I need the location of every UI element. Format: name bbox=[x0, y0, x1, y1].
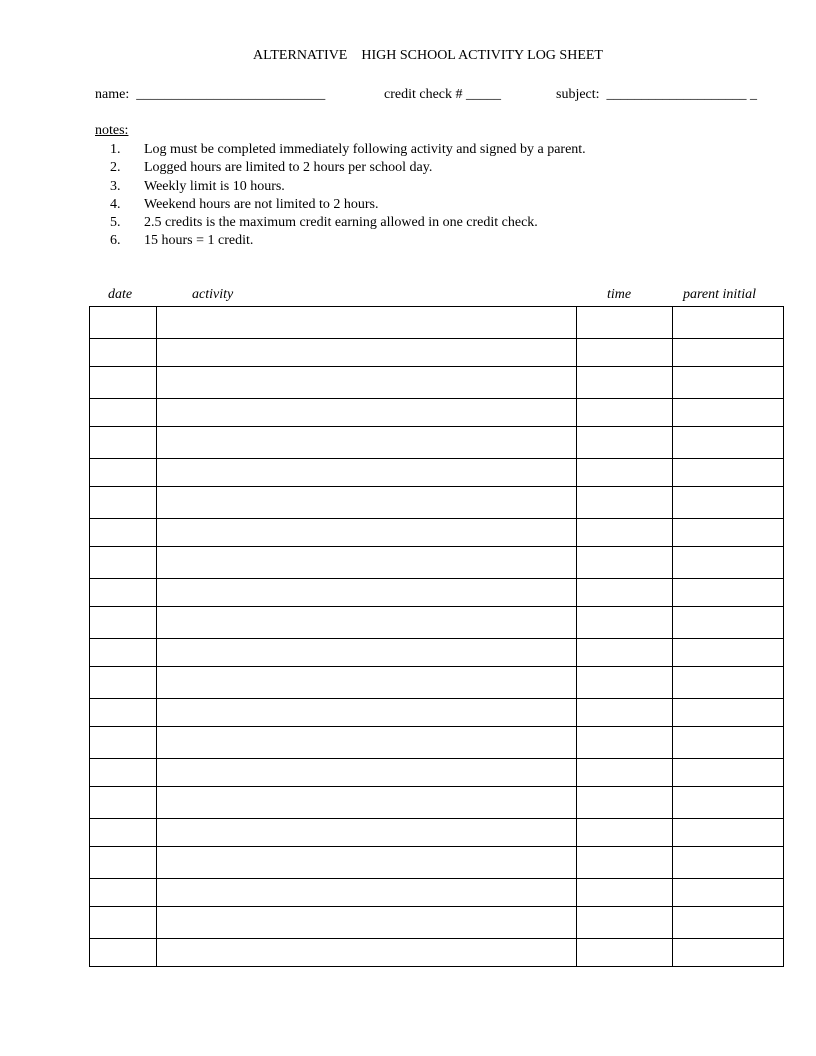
time-cell[interactable] bbox=[577, 399, 673, 427]
activity-cell[interactable] bbox=[157, 607, 577, 639]
parent-initial-cell[interactable] bbox=[673, 819, 784, 847]
activity-cell[interactable] bbox=[157, 787, 577, 819]
subject-field[interactable]: subject: ____________________ _ bbox=[556, 87, 758, 102]
date-cell[interactable] bbox=[90, 907, 157, 939]
note-number: 4. bbox=[110, 196, 121, 212]
time-cell[interactable] bbox=[577, 487, 673, 519]
activity-log-table bbox=[89, 306, 784, 967]
parent-initial-cell[interactable] bbox=[673, 547, 784, 579]
date-cell[interactable] bbox=[90, 339, 157, 367]
note-number: 5. bbox=[110, 215, 121, 231]
note-number: 6. bbox=[110, 233, 121, 249]
time-cell[interactable] bbox=[577, 459, 673, 487]
time-cell[interactable] bbox=[577, 547, 673, 579]
table-row bbox=[90, 639, 784, 667]
time-cell[interactable] bbox=[577, 639, 673, 667]
table-row bbox=[90, 727, 784, 759]
activity-cell[interactable] bbox=[157, 847, 577, 879]
table-row bbox=[90, 759, 784, 787]
time-cell[interactable] bbox=[577, 667, 673, 699]
date-cell[interactable] bbox=[90, 787, 157, 819]
date-cell[interactable] bbox=[90, 727, 157, 759]
time-cell[interactable] bbox=[577, 339, 673, 367]
time-cell[interactable] bbox=[577, 607, 673, 639]
table-row bbox=[90, 519, 784, 547]
activity-cell[interactable] bbox=[157, 907, 577, 939]
time-cell[interactable] bbox=[577, 727, 673, 759]
note-item bbox=[110, 178, 586, 196]
name-field[interactable]: name: ___________________________ bbox=[95, 87, 326, 102]
note-text: Weekly limit is 10 hours. bbox=[144, 178, 285, 194]
time-cell[interactable] bbox=[577, 579, 673, 607]
time-cell[interactable] bbox=[577, 787, 673, 819]
activity-cell[interactable] bbox=[157, 699, 577, 727]
activity-cell[interactable] bbox=[157, 639, 577, 667]
parent-initial-cell[interactable] bbox=[673, 307, 784, 339]
note-item bbox=[110, 159, 586, 177]
note-text: Weekend hours are not limited to 2 hours. bbox=[144, 196, 379, 212]
time-cell[interactable] bbox=[577, 519, 673, 547]
note-item bbox=[110, 232, 586, 250]
date-cell[interactable] bbox=[90, 579, 157, 607]
page-title: ALTERNATIVE HIGH SCHOOL ACTIVITY LOG SHEET bbox=[253, 48, 603, 63]
table-row bbox=[90, 339, 784, 367]
parent-initial-cell[interactable] bbox=[673, 427, 784, 459]
date-cell[interactable] bbox=[90, 607, 157, 639]
time-cell[interactable] bbox=[577, 427, 673, 459]
parent-initial-cell[interactable] bbox=[673, 907, 784, 939]
parent-initial-cell[interactable] bbox=[673, 367, 784, 399]
credit-check-field[interactable]: credit check # _____ bbox=[384, 87, 502, 102]
date-cell[interactable] bbox=[90, 459, 157, 487]
activity-cell[interactable] bbox=[157, 367, 577, 399]
date-cell[interactable] bbox=[90, 427, 157, 459]
note-text: Log must be completed immediately following activity and signed by a parent. bbox=[144, 142, 586, 157]
date-cell[interactable] bbox=[90, 547, 157, 579]
table-row bbox=[90, 879, 784, 907]
parent-initial-cell[interactable] bbox=[673, 787, 784, 819]
time-cell[interactable] bbox=[577, 939, 673, 967]
date-cell[interactable] bbox=[90, 939, 157, 967]
parent-initial-cell[interactable] bbox=[673, 519, 784, 547]
activity-cell[interactable] bbox=[157, 547, 577, 579]
column-header-date: date bbox=[108, 287, 133, 302]
parent-initial-cell[interactable] bbox=[673, 939, 784, 967]
activity-cell[interactable] bbox=[157, 519, 577, 547]
table-row bbox=[90, 367, 784, 399]
table-row bbox=[90, 699, 784, 727]
table-row bbox=[90, 787, 784, 819]
date-cell[interactable] bbox=[90, 879, 157, 907]
date-cell[interactable] bbox=[90, 639, 157, 667]
activity-cell[interactable] bbox=[157, 819, 577, 847]
activity-cell[interactable] bbox=[157, 307, 577, 339]
table-row bbox=[90, 459, 784, 487]
parent-initial-cell[interactable] bbox=[673, 459, 784, 487]
parent-initial-cell[interactable] bbox=[673, 699, 784, 727]
activity-cell[interactable] bbox=[157, 667, 577, 699]
notes-label: notes: bbox=[95, 123, 129, 138]
date-cell[interactable] bbox=[90, 399, 157, 427]
table-row bbox=[90, 487, 784, 519]
time-cell[interactable] bbox=[577, 307, 673, 339]
table-row bbox=[90, 667, 784, 699]
date-cell[interactable] bbox=[90, 699, 157, 727]
note-item bbox=[110, 141, 586, 159]
parent-initial-cell[interactable] bbox=[673, 339, 784, 367]
activity-cell[interactable] bbox=[157, 487, 577, 519]
activity-cell[interactable] bbox=[157, 759, 577, 787]
activity-cell[interactable] bbox=[157, 727, 577, 759]
activity-cell[interactable] bbox=[157, 939, 577, 967]
table-row bbox=[90, 427, 784, 459]
date-cell[interactable] bbox=[90, 487, 157, 519]
time-cell[interactable] bbox=[577, 367, 673, 399]
parent-initial-cell[interactable] bbox=[673, 639, 784, 667]
note-text: Logged hours are limited to 2 hours per school day. bbox=[144, 160, 433, 176]
parent-initial-cell[interactable] bbox=[673, 879, 784, 907]
table-row bbox=[90, 547, 784, 579]
time-cell[interactable] bbox=[577, 907, 673, 939]
time-cell[interactable] bbox=[577, 847, 673, 879]
table-row bbox=[90, 819, 784, 847]
notes-list bbox=[110, 141, 586, 251]
column-header-parent-initial: parent initial bbox=[683, 287, 756, 302]
note-number: 3. bbox=[110, 178, 121, 194]
note-text: 2.5 credits is the maximum credit earning allowed in one credit check. bbox=[144, 215, 538, 231]
table-row bbox=[90, 939, 784, 967]
date-cell[interactable] bbox=[90, 307, 157, 339]
table-row bbox=[90, 399, 784, 427]
parent-initial-cell[interactable] bbox=[673, 847, 784, 879]
activity-cell[interactable] bbox=[157, 459, 577, 487]
activity-cell[interactable] bbox=[157, 579, 577, 607]
activity-cell[interactable] bbox=[157, 399, 577, 427]
date-cell[interactable] bbox=[90, 519, 157, 547]
table-row bbox=[90, 607, 784, 639]
note-number: 2. bbox=[110, 160, 121, 176]
table-row bbox=[90, 847, 784, 879]
activity-cell[interactable] bbox=[157, 427, 577, 459]
parent-initial-cell[interactable] bbox=[673, 487, 784, 519]
parent-initial-cell[interactable] bbox=[673, 579, 784, 607]
table-row bbox=[90, 907, 784, 939]
time-cell[interactable] bbox=[577, 819, 673, 847]
parent-initial-cell[interactable] bbox=[673, 759, 784, 787]
column-header-time: time bbox=[607, 287, 632, 302]
date-cell[interactable] bbox=[90, 367, 157, 399]
parent-initial-cell[interactable] bbox=[673, 399, 784, 427]
note-item bbox=[110, 214, 586, 232]
parent-initial-cell[interactable] bbox=[673, 607, 784, 639]
time-cell[interactable] bbox=[577, 759, 673, 787]
note-number: 1. bbox=[110, 142, 121, 157]
date-cell[interactable] bbox=[90, 759, 157, 787]
table-row bbox=[90, 579, 784, 607]
note-item bbox=[110, 196, 586, 214]
column-header-activity: activity bbox=[192, 287, 234, 302]
activity-cell[interactable] bbox=[157, 339, 577, 367]
time-cell[interactable] bbox=[577, 879, 673, 907]
date-cell[interactable] bbox=[90, 667, 157, 699]
note-text: 15 hours = 1 credit. bbox=[144, 233, 254, 249]
parent-initial-cell[interactable] bbox=[673, 667, 784, 699]
parent-initial-cell[interactable] bbox=[673, 727, 784, 759]
date-cell[interactable] bbox=[90, 847, 157, 879]
date-cell[interactable] bbox=[90, 819, 157, 847]
time-cell[interactable] bbox=[577, 699, 673, 727]
table-row bbox=[90, 307, 784, 339]
activity-cell[interactable] bbox=[157, 879, 577, 907]
